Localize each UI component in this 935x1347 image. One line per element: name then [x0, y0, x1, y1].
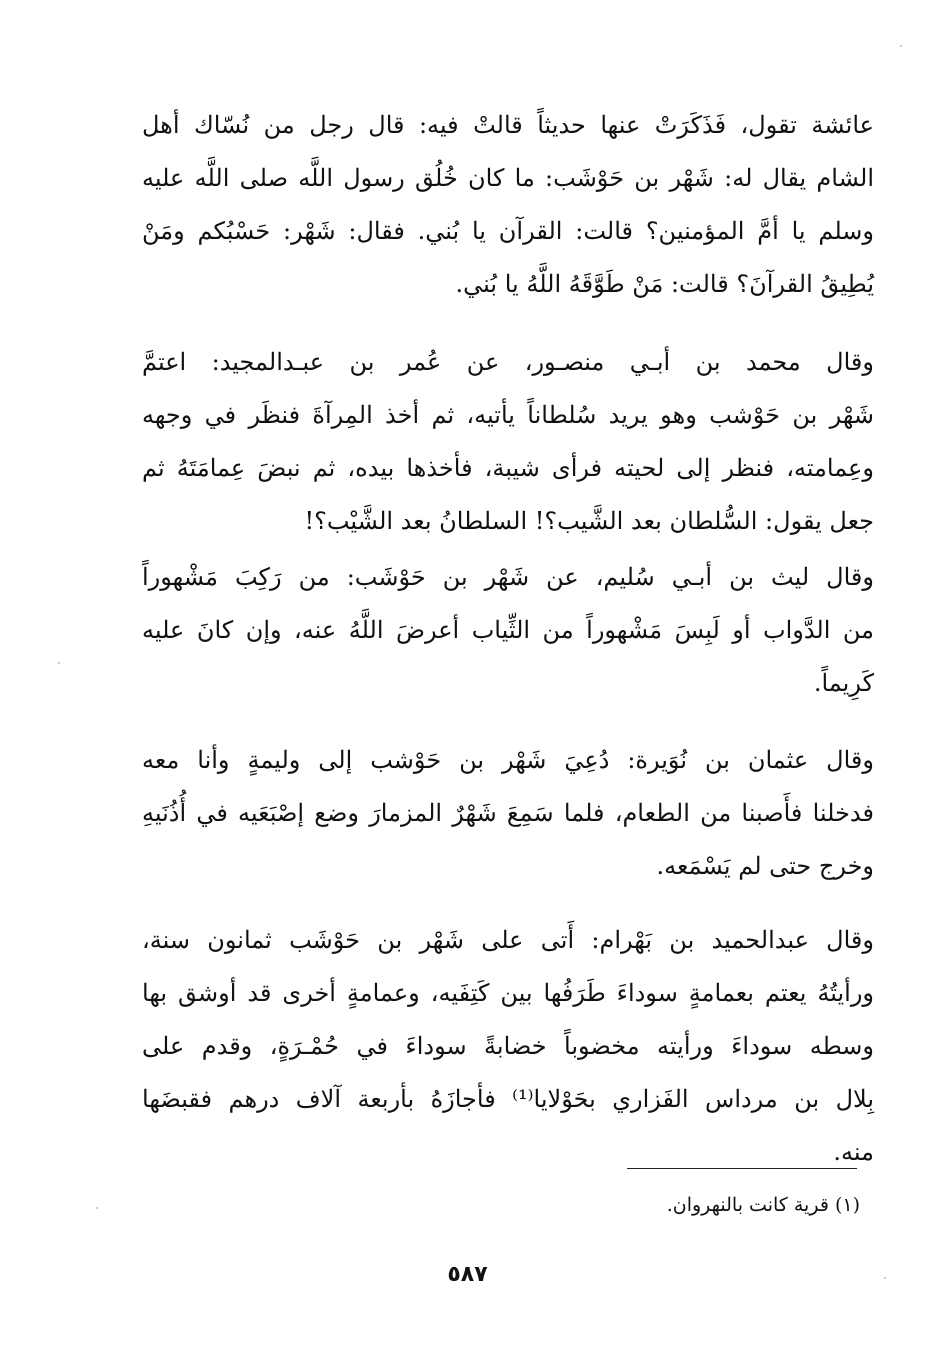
scan-speck [96, 1207, 98, 1209]
text-line: وخرج حتى لم يَسْمَعه. [656, 852, 874, 880]
text-line: وقال محمد بن أبـي منصـور، عن عُمر بن عبـدالمجيد: اعتمَّ [142, 348, 874, 376]
page-number: ٥٨٧ [447, 1262, 488, 1287]
paragraph-4 [142, 734, 874, 893]
scan-speck [884, 1277, 886, 1279]
scan-speck [58, 662, 60, 664]
text-line: فدخلنا فأَصبنا من الطعام، فلما سَمِعَ شَهْرٌ المزمارَ وضع إصْبَعَيه في أُذُنَيهِ [142, 799, 875, 827]
text-line: جعل يقول: السُّلطان بعد الشَّيب؟! السلطانُ بعد الشَّيْب؟! [304, 507, 874, 535]
paragraph-3 [142, 551, 874, 710]
text-line: وسطه سوداءَ ورأيته مخضوباً خضابةً سوداءَ في حُمْـرَةٍ، وقدم على [142, 1032, 874, 1060]
text-line: ورأيتُهُ يعتم بعمامةٍ سوداءَ طَرَفُها بين كَتِفَيه، وعمامةٍ أخرى قد أوشق بها [142, 979, 874, 1007]
text-line: من الدَّواب أو لَبِسَ مَشْهوراً من الثِّياب أعرضَ اللَّهُ عنه، وإن كانَ عليه [142, 616, 874, 644]
text-line: وعِمامته، فنظر إلى لحيته فرأى شيبة، فأخذها بيده، ثم نبضَ عِمامَتَهُ ثم [142, 454, 874, 482]
paragraph-1 [142, 99, 874, 311]
footnote: (١) قرية كانت بالنهروان. [666, 1194, 860, 1216]
text-line: كَرِيماً. [813, 669, 874, 697]
text-line: يُطِيقُ القرآنَ؟ قالت: مَنْ طَوَّقَهُ اللَّهُ يا بُني. [455, 270, 874, 298]
paragraph-2 [142, 336, 874, 548]
paragraph-5 [142, 914, 874, 1179]
scan-speck [900, 45, 902, 47]
text-line: الشام يقال له: شَهْر بن حَوْشَب: ما كان خُلُق رسول اللَّه صلى اللَّه عليه [142, 164, 874, 192]
footnote-divider [627, 1168, 857, 1169]
text-line: عائشة تقول، فَذَكَرَتْ عنها حديثاً قالتْ فيه: قال رجل من نُسّاك أهل [142, 111, 874, 139]
text-line: منه. [833, 1138, 874, 1166]
text-line: وقال ليث بن أبـي سُليم، عن شَهْر بن حَوْشَب: من رَكِبَ مَشْهوراً [142, 563, 874, 591]
text-line: شَهْر بن حَوْشب وهو يريد سُلطاناً يأتيه، ثم أخذ المِرآةَ فنظَر في وجهه [142, 401, 874, 429]
text-line: بِلال بن مرداس الفَزاري بحَوْلايا⁽¹⁾ فأجازَهُ بأربعة آلاف درهم فقبضَها [142, 1085, 875, 1113]
text-line: وقال عثمان بن نُوَيرة: دُعِيَ شَهْر بن حَوْشب إلى وليمةٍ وأنا معه [142, 746, 874, 774]
text-line: وقال عبدالحميد بن بَهْرام: أَتى على شَهْر بن حَوْشَب ثمانون سنة، [142, 926, 874, 954]
text-line: وسلم يا أمَّ المؤمنين؟ قالت: القرآن يا بُني. فقال: شَهْر: حَسْبُكم ومَنْ [142, 217, 874, 245]
